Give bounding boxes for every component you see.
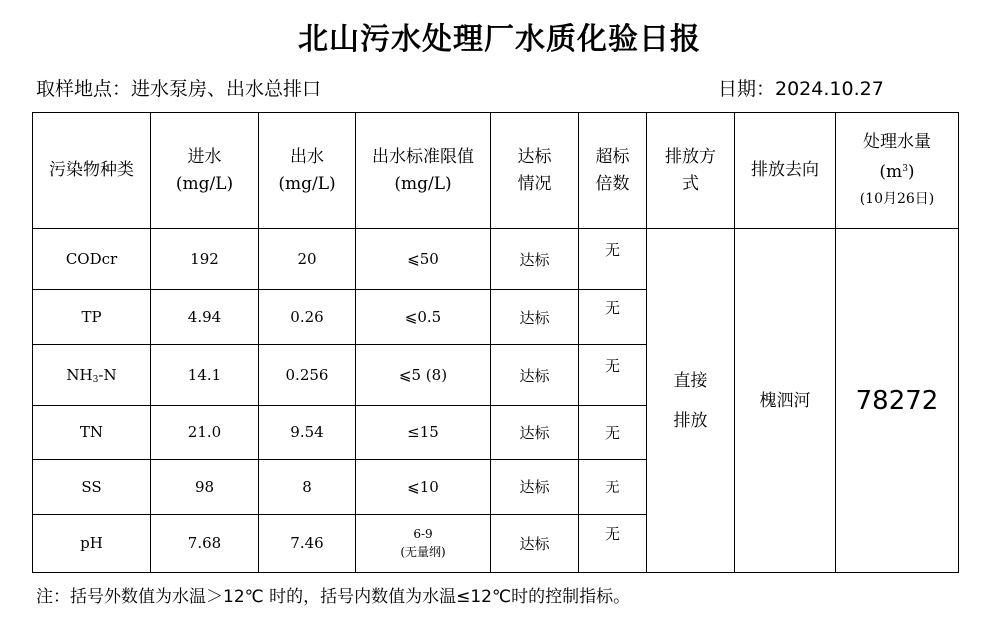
compliance-cell: 达标 bbox=[491, 345, 579, 405]
pollutant-cell: TN bbox=[33, 405, 151, 459]
exceed-cell: 无 bbox=[579, 345, 647, 405]
limit-cell: 6-9 (无量纲) bbox=[356, 514, 491, 572]
inflow-cell: 98 bbox=[151, 459, 259, 514]
inflow-cell: 192 bbox=[151, 229, 259, 290]
water-quality-table bbox=[32, 112, 959, 573]
limit-cell: ≤15 bbox=[356, 405, 491, 459]
inflow-cell: 7.68 bbox=[151, 514, 259, 572]
report-date: 日期：2024.10.27 bbox=[718, 78, 884, 100]
exceed-cell: 无 bbox=[579, 290, 647, 345]
header-outflow: 出水 (mg/L) bbox=[259, 113, 356, 229]
volume-cell: 78272 bbox=[836, 229, 959, 573]
pollutant-cell: SS bbox=[33, 459, 151, 514]
header-limit: 出水标准限值 (mg/L) bbox=[356, 113, 491, 229]
header-compliance: 达标 情况 bbox=[491, 113, 579, 229]
pollutant-cell: pH bbox=[33, 514, 151, 572]
compliance-cell: 达标 bbox=[491, 405, 579, 459]
sampling-location: 取样地点：进水泵房、出水总排口 bbox=[36, 78, 322, 100]
exceed-cell: 无 bbox=[579, 229, 647, 290]
compliance-cell: 达标 bbox=[491, 290, 579, 345]
outflow-cell: 0.256 bbox=[259, 345, 356, 405]
outflow-cell: 8 bbox=[259, 459, 356, 514]
pollutant-cell: $NH_3-N$ bbox=[33, 345, 151, 405]
limit-cell: ⩽0.5 bbox=[356, 290, 491, 345]
inflow-cell: 14.1 bbox=[151, 345, 259, 405]
exceed-cell: 无 bbox=[579, 514, 647, 572]
discharge-method-cell: 直接 排放 bbox=[647, 229, 735, 573]
header-pollutant: 污染物种类 bbox=[33, 113, 151, 229]
header-discharge-dest: 排放去向 bbox=[735, 113, 836, 229]
inflow-cell: 4.94 bbox=[151, 290, 259, 345]
header-inflow: 进水 (mg/L) bbox=[151, 113, 259, 229]
header-volume: 处理水量 $(m^3)$ (10月26日) bbox=[836, 113, 959, 229]
report-title: 北山污水处理厂水质化验日报 bbox=[298, 22, 701, 57]
discharge-dest-cell: 槐泗河 bbox=[735, 229, 836, 573]
compliance-cell: 达标 bbox=[491, 229, 579, 290]
limit-cell: ⩽10 bbox=[356, 459, 491, 514]
header-row bbox=[33, 113, 959, 229]
outflow-cell: 7.46 bbox=[259, 514, 356, 572]
header-exceed: 超标 倍数 bbox=[579, 113, 647, 229]
header-discharge-method: 排放方 式 bbox=[647, 113, 735, 229]
exceed-cell: 无 bbox=[579, 405, 647, 459]
inflow-cell: 21.0 bbox=[151, 405, 259, 459]
outflow-cell: 0.26 bbox=[259, 290, 356, 345]
compliance-cell: 达标 bbox=[491, 459, 579, 514]
table-row bbox=[33, 229, 959, 290]
exceed-cell: 无 bbox=[579, 459, 647, 514]
pollutant-cell: TP bbox=[33, 290, 151, 345]
footnote: 注：括号外数值为水温＞12℃ 时的，括号内数值为水温≤12℃时的控制指标。 bbox=[36, 587, 631, 607]
limit-cell: ⩽50 bbox=[356, 229, 491, 290]
limit-cell: ⩽5 (8) bbox=[356, 345, 491, 405]
compliance-cell: 达标 bbox=[491, 514, 579, 572]
outflow-cell: 20 bbox=[259, 229, 356, 290]
outflow-cell: 9.54 bbox=[259, 405, 356, 459]
pollutant-cell: CODcr bbox=[33, 229, 151, 290]
